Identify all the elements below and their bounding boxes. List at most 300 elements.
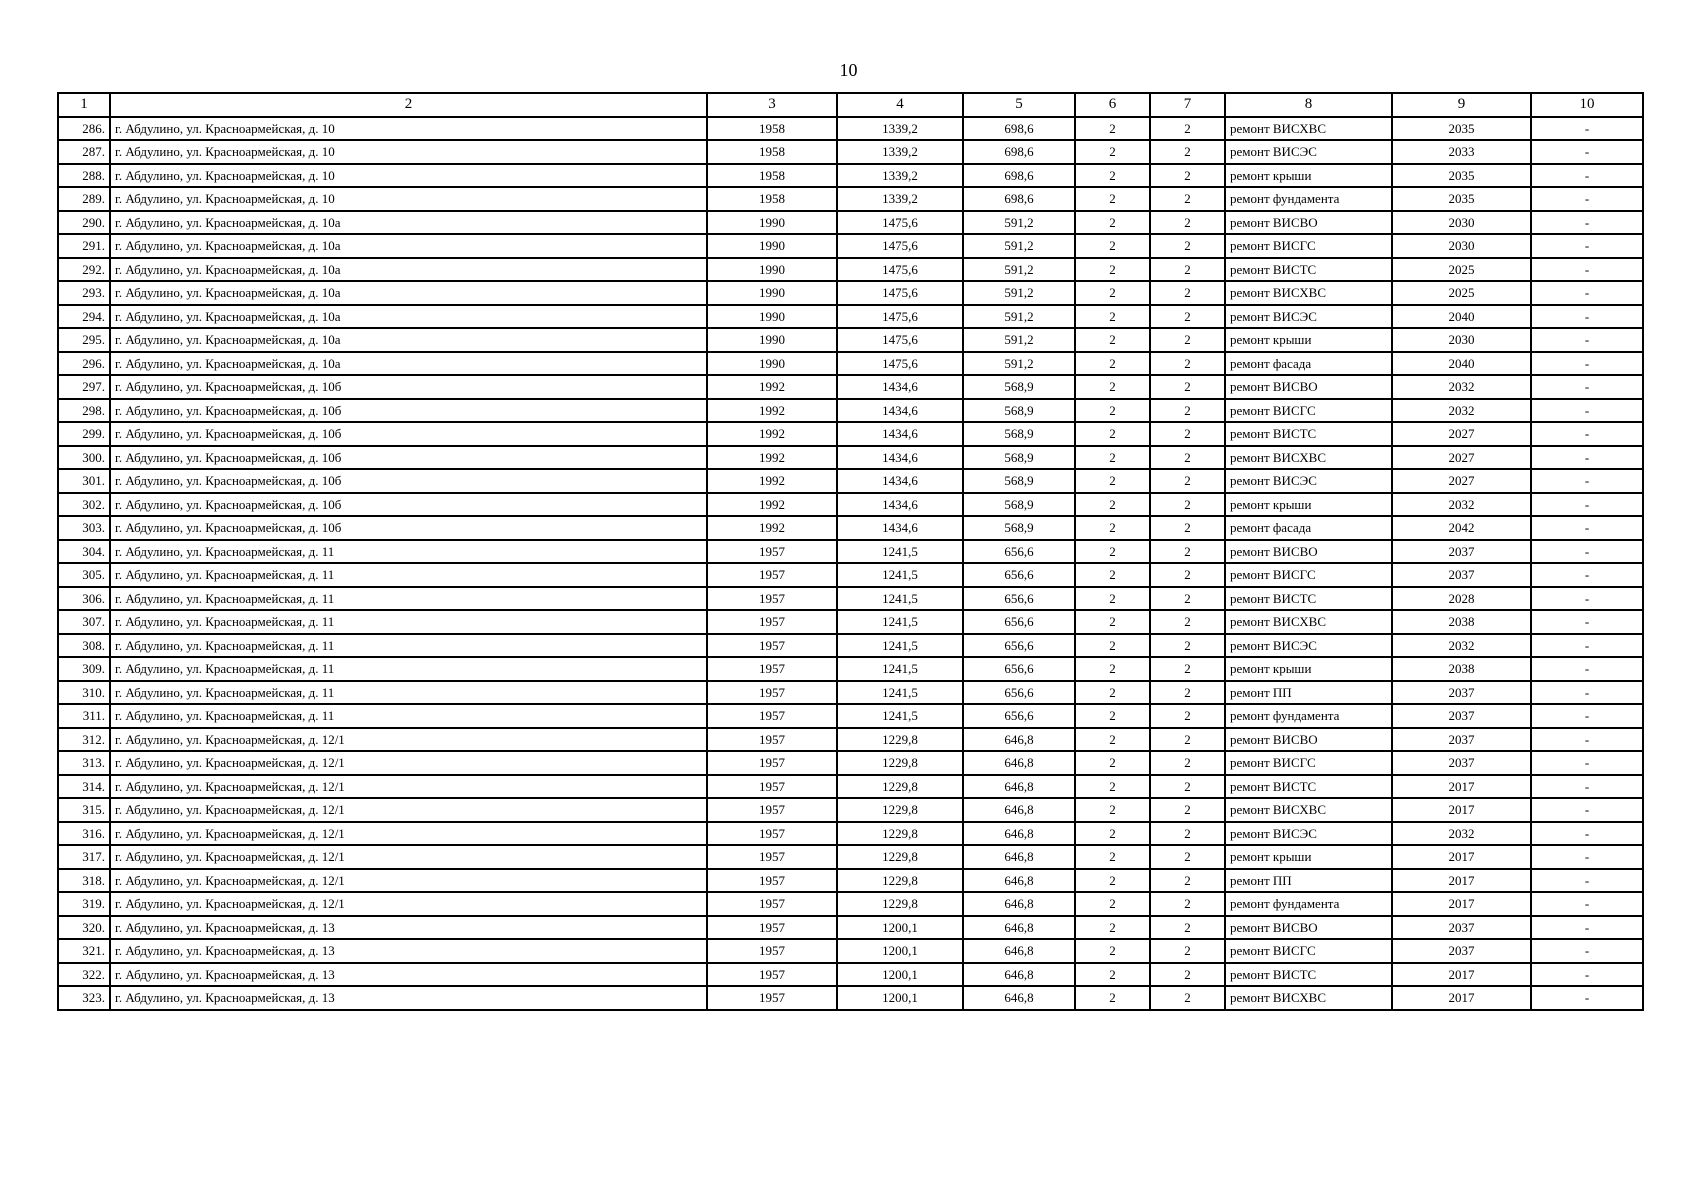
planned-year-cell: 2017 <box>1392 963 1531 987</box>
repair-type-cell: ремонт ВИСГС <box>1225 939 1392 963</box>
table-row <box>58 422 1643 446</box>
address-cell: г. Абдулино, ул. Красноармейская, д. 10а <box>110 305 707 329</box>
floors-cell: 2 <box>1075 516 1150 540</box>
total-area-cell: 1339,2 <box>837 117 963 141</box>
row-number-cell: 305. <box>58 563 110 587</box>
address-cell: г. Абдулино, ул. Красноармейская, д. 10а <box>110 258 707 282</box>
entrances-cell: 2 <box>1150 610 1225 634</box>
year-built-cell: 1990 <box>707 328 837 352</box>
table-row <box>58 516 1643 540</box>
note-cell: - <box>1531 375 1643 399</box>
note-cell: - <box>1531 422 1643 446</box>
address-cell: г. Абдулино, ул. Красноармейская, д. 12/1 <box>110 775 707 799</box>
table-row <box>58 986 1643 1010</box>
entrances-cell: 2 <box>1150 469 1225 493</box>
note-cell: - <box>1531 963 1643 987</box>
floors-cell: 2 <box>1075 704 1150 728</box>
living-area-cell: 656,6 <box>963 610 1075 634</box>
table-row <box>58 117 1643 141</box>
entrances-cell: 2 <box>1150 681 1225 705</box>
table-row <box>58 352 1643 376</box>
year-built-cell: 1958 <box>707 164 837 188</box>
living-area-cell: 646,8 <box>963 892 1075 916</box>
year-built-cell: 1957 <box>707 798 837 822</box>
table-row <box>58 328 1643 352</box>
address-cell: г. Абдулино, ул. Красноармейская, д. 11 <box>110 634 707 658</box>
row-number-cell: 293. <box>58 281 110 305</box>
planned-year-cell: 2042 <box>1392 516 1531 540</box>
year-built-cell: 1957 <box>707 939 837 963</box>
address-cell: г. Абдулино, ул. Красноармейская, д. 10а <box>110 281 707 305</box>
table-row <box>58 822 1643 846</box>
living-area-cell: 591,2 <box>963 328 1075 352</box>
repair-type-cell: ремонт ВИСХВС <box>1225 610 1392 634</box>
entrances-cell: 2 <box>1150 328 1225 352</box>
column-header: 1 <box>58 93 110 117</box>
living-area-cell: 591,2 <box>963 305 1075 329</box>
living-area-cell: 591,2 <box>963 281 1075 305</box>
total-area-cell: 1475,6 <box>837 281 963 305</box>
address-cell: г. Абдулино, ул. Красноармейская, д. 11 <box>110 610 707 634</box>
total-area-cell: 1229,8 <box>837 728 963 752</box>
planned-year-cell: 2032 <box>1392 822 1531 846</box>
note-cell: - <box>1531 610 1643 634</box>
planned-year-cell: 2035 <box>1392 164 1531 188</box>
row-number-cell: 304. <box>58 540 110 564</box>
living-area-cell: 656,6 <box>963 704 1075 728</box>
planned-year-cell: 2037 <box>1392 704 1531 728</box>
total-area-cell: 1241,5 <box>837 587 963 611</box>
table-row <box>58 493 1643 517</box>
row-number-cell: 292. <box>58 258 110 282</box>
entrances-cell: 2 <box>1150 352 1225 376</box>
planned-year-cell: 2028 <box>1392 587 1531 611</box>
floors-cell: 2 <box>1075 305 1150 329</box>
entrances-cell: 2 <box>1150 587 1225 611</box>
address-cell: г. Абдулино, ул. Красноармейская, д. 13 <box>110 939 707 963</box>
column-header: 10 <box>1531 93 1643 117</box>
year-built-cell: 1957 <box>707 657 837 681</box>
living-area-cell: 656,6 <box>963 540 1075 564</box>
row-number-cell: 296. <box>58 352 110 376</box>
year-built-cell: 1957 <box>707 728 837 752</box>
repair-schedule-table <box>57 92 1644 1011</box>
planned-year-cell: 2027 <box>1392 469 1531 493</box>
entrances-cell: 2 <box>1150 916 1225 940</box>
living-area-cell: 656,6 <box>963 657 1075 681</box>
note-cell: - <box>1531 446 1643 470</box>
address-cell: г. Абдулино, ул. Красноармейская, д. 12/1 <box>110 751 707 775</box>
row-number-cell: 294. <box>58 305 110 329</box>
row-number-cell: 287. <box>58 140 110 164</box>
floors-cell: 2 <box>1075 328 1150 352</box>
entrances-cell: 2 <box>1150 422 1225 446</box>
address-cell: г. Абдулино, ул. Красноармейская, д. 10б <box>110 446 707 470</box>
year-built-cell: 1957 <box>707 845 837 869</box>
floors-cell: 2 <box>1075 563 1150 587</box>
address-cell: г. Абдулино, ул. Красноармейская, д. 10б <box>110 422 707 446</box>
table-row <box>58 281 1643 305</box>
table-row <box>58 563 1643 587</box>
living-area-cell: 568,9 <box>963 469 1075 493</box>
planned-year-cell: 2017 <box>1392 775 1531 799</box>
year-built-cell: 1957 <box>707 775 837 799</box>
table-row <box>58 634 1643 658</box>
total-area-cell: 1241,5 <box>837 634 963 658</box>
living-area-cell: 656,6 <box>963 563 1075 587</box>
floors-cell: 2 <box>1075 187 1150 211</box>
year-built-cell: 1957 <box>707 892 837 916</box>
address-cell: г. Абдулино, ул. Красноармейская, д. 10б <box>110 493 707 517</box>
entrances-cell: 2 <box>1150 446 1225 470</box>
floors-cell: 2 <box>1075 681 1150 705</box>
planned-year-cell: 2032 <box>1392 375 1531 399</box>
table-row <box>58 540 1643 564</box>
total-area-cell: 1434,6 <box>837 469 963 493</box>
entrances-cell: 2 <box>1150 939 1225 963</box>
living-area-cell: 656,6 <box>963 681 1075 705</box>
entrances-cell: 2 <box>1150 869 1225 893</box>
year-built-cell: 1958 <box>707 187 837 211</box>
note-cell: - <box>1531 140 1643 164</box>
column-header: 2 <box>110 93 707 117</box>
note-cell: - <box>1531 399 1643 423</box>
total-area-cell: 1241,5 <box>837 681 963 705</box>
repair-type-cell: ремонт ВИСЭС <box>1225 822 1392 846</box>
floors-cell: 2 <box>1075 117 1150 141</box>
floors-cell: 2 <box>1075 281 1150 305</box>
note-cell: - <box>1531 563 1643 587</box>
address-cell: г. Абдулино, ул. Красноармейская, д. 10б <box>110 399 707 423</box>
note-cell: - <box>1531 305 1643 329</box>
floors-cell: 2 <box>1075 657 1150 681</box>
entrances-cell: 2 <box>1150 704 1225 728</box>
note-cell: - <box>1531 869 1643 893</box>
planned-year-cell: 2017 <box>1392 892 1531 916</box>
planned-year-cell: 2037 <box>1392 751 1531 775</box>
note-cell: - <box>1531 822 1643 846</box>
table-row <box>58 446 1643 470</box>
total-area-cell: 1339,2 <box>837 164 963 188</box>
row-number-cell: 323. <box>58 986 110 1010</box>
floors-cell: 2 <box>1075 399 1150 423</box>
address-cell: г. Абдулино, ул. Красноармейская, д. 11 <box>110 563 707 587</box>
floors-cell: 2 <box>1075 211 1150 235</box>
total-area-cell: 1241,5 <box>837 540 963 564</box>
floors-cell: 2 <box>1075 963 1150 987</box>
repair-type-cell: ремонт ВИСГС <box>1225 751 1392 775</box>
note-cell: - <box>1531 164 1643 188</box>
note-cell: - <box>1531 540 1643 564</box>
address-cell: г. Абдулино, ул. Красноармейская, д. 11 <box>110 657 707 681</box>
row-number-cell: 307. <box>58 610 110 634</box>
entrances-cell: 2 <box>1150 187 1225 211</box>
table-header-row <box>58 93 1643 117</box>
repair-type-cell: ремонт ВИСВО <box>1225 375 1392 399</box>
note-cell: - <box>1531 211 1643 235</box>
planned-year-cell: 2032 <box>1392 493 1531 517</box>
year-built-cell: 1990 <box>707 281 837 305</box>
entrances-cell: 2 <box>1150 305 1225 329</box>
planned-year-cell: 2025 <box>1392 258 1531 282</box>
table-row <box>58 164 1643 188</box>
year-built-cell: 1992 <box>707 399 837 423</box>
floors-cell: 2 <box>1075 352 1150 376</box>
note-cell: - <box>1531 751 1643 775</box>
table-row <box>58 305 1643 329</box>
living-area-cell: 591,2 <box>963 352 1075 376</box>
repair-type-cell: ремонт ВИСВО <box>1225 540 1392 564</box>
living-area-cell: 646,8 <box>963 939 1075 963</box>
address-cell: г. Абдулино, ул. Красноармейская, д. 10 <box>110 117 707 141</box>
entrances-cell: 2 <box>1150 657 1225 681</box>
planned-year-cell: 2037 <box>1392 916 1531 940</box>
total-area-cell: 1229,8 <box>837 892 963 916</box>
table-row <box>58 728 1643 752</box>
column-header: 4 <box>837 93 963 117</box>
planned-year-cell: 2030 <box>1392 328 1531 352</box>
total-area-cell: 1241,5 <box>837 610 963 634</box>
floors-cell: 2 <box>1075 375 1150 399</box>
entrances-cell: 2 <box>1150 281 1225 305</box>
row-number-cell: 309. <box>58 657 110 681</box>
note-cell: - <box>1531 986 1643 1010</box>
planned-year-cell: 2017 <box>1392 798 1531 822</box>
year-built-cell: 1957 <box>707 634 837 658</box>
table-row <box>58 775 1643 799</box>
floors-cell: 2 <box>1075 140 1150 164</box>
row-number-cell: 312. <box>58 728 110 752</box>
repair-type-cell: ремонт ВИСЭС <box>1225 305 1392 329</box>
entrances-cell: 2 <box>1150 751 1225 775</box>
row-number-cell: 288. <box>58 164 110 188</box>
repair-type-cell: ремонт ВИСХВС <box>1225 986 1392 1010</box>
living-area-cell: 646,8 <box>963 845 1075 869</box>
total-area-cell: 1434,6 <box>837 493 963 517</box>
total-area-cell: 1475,6 <box>837 234 963 258</box>
address-cell: г. Абдулино, ул. Красноармейская, д. 10а <box>110 211 707 235</box>
row-number-cell: 286. <box>58 117 110 141</box>
address-cell: г. Абдулино, ул. Красноармейская, д. 10б <box>110 469 707 493</box>
column-header: 5 <box>963 93 1075 117</box>
table-row <box>58 963 1643 987</box>
entrances-cell: 2 <box>1150 986 1225 1010</box>
repair-type-cell: ремонт крыши <box>1225 493 1392 517</box>
address-cell: г. Абдулино, ул. Красноармейская, д. 12/1 <box>110 728 707 752</box>
note-cell: - <box>1531 704 1643 728</box>
year-built-cell: 1957 <box>707 916 837 940</box>
entrances-cell: 2 <box>1150 728 1225 752</box>
table-row <box>58 610 1643 634</box>
repair-type-cell: ремонт крыши <box>1225 657 1392 681</box>
repair-type-cell: ремонт ВИСГС <box>1225 563 1392 587</box>
entrances-cell: 2 <box>1150 516 1225 540</box>
planned-year-cell: 2040 <box>1392 305 1531 329</box>
total-area-cell: 1241,5 <box>837 657 963 681</box>
year-built-cell: 1992 <box>707 493 837 517</box>
floors-cell: 2 <box>1075 610 1150 634</box>
floors-cell: 2 <box>1075 892 1150 916</box>
repair-type-cell: ремонт ВИСХВС <box>1225 446 1392 470</box>
year-built-cell: 1957 <box>707 986 837 1010</box>
address-cell: г. Абдулино, ул. Красноармейская, д. 11 <box>110 681 707 705</box>
entrances-cell: 2 <box>1150 892 1225 916</box>
entrances-cell: 2 <box>1150 117 1225 141</box>
repair-type-cell: ремонт ВИСГС <box>1225 399 1392 423</box>
living-area-cell: 646,8 <box>963 751 1075 775</box>
address-cell: г. Абдулино, ул. Красноармейская, д. 11 <box>110 704 707 728</box>
table-row <box>58 211 1643 235</box>
floors-cell: 2 <box>1075 775 1150 799</box>
living-area-cell: 568,9 <box>963 375 1075 399</box>
living-area-cell: 568,9 <box>963 399 1075 423</box>
entrances-cell: 2 <box>1150 234 1225 258</box>
address-cell: г. Абдулино, ул. Красноармейская, д. 10 <box>110 164 707 188</box>
row-number-cell: 319. <box>58 892 110 916</box>
repair-type-cell: ремонт ВИСВО <box>1225 211 1392 235</box>
planned-year-cell: 2030 <box>1392 211 1531 235</box>
repair-type-cell: ремонт ВИСЭС <box>1225 140 1392 164</box>
entrances-cell: 2 <box>1150 375 1225 399</box>
note-cell: - <box>1531 352 1643 376</box>
row-number-cell: 316. <box>58 822 110 846</box>
repair-type-cell: ремонт ВИСХВС <box>1225 798 1392 822</box>
table-row <box>58 798 1643 822</box>
floors-cell: 2 <box>1075 869 1150 893</box>
living-area-cell: 568,9 <box>963 493 1075 517</box>
row-number-cell: 306. <box>58 587 110 611</box>
row-number-cell: 320. <box>58 916 110 940</box>
year-built-cell: 1957 <box>707 681 837 705</box>
floors-cell: 2 <box>1075 845 1150 869</box>
year-built-cell: 1957 <box>707 751 837 775</box>
repair-type-cell: ремонт крыши <box>1225 328 1392 352</box>
repair-type-cell: ремонт фундамента <box>1225 187 1392 211</box>
floors-cell: 2 <box>1075 258 1150 282</box>
living-area-cell: 646,8 <box>963 822 1075 846</box>
living-area-cell: 698,6 <box>963 164 1075 188</box>
row-number-cell: 311. <box>58 704 110 728</box>
table-row <box>58 375 1643 399</box>
table-row <box>58 845 1643 869</box>
entrances-cell: 2 <box>1150 140 1225 164</box>
note-cell: - <box>1531 234 1643 258</box>
note-cell: - <box>1531 493 1643 517</box>
column-header: 3 <box>707 93 837 117</box>
planned-year-cell: 2032 <box>1392 634 1531 658</box>
note-cell: - <box>1531 657 1643 681</box>
living-area-cell: 698,6 <box>963 187 1075 211</box>
total-area-cell: 1339,2 <box>837 187 963 211</box>
repair-type-cell: ремонт ВИСВО <box>1225 916 1392 940</box>
year-built-cell: 1957 <box>707 869 837 893</box>
planned-year-cell: 2035 <box>1392 117 1531 141</box>
row-number-cell: 298. <box>58 399 110 423</box>
year-built-cell: 1958 <box>707 117 837 141</box>
floors-cell: 2 <box>1075 986 1150 1010</box>
total-area-cell: 1229,8 <box>837 798 963 822</box>
living-area-cell: 646,8 <box>963 869 1075 893</box>
planned-year-cell: 2037 <box>1392 681 1531 705</box>
planned-year-cell: 2037 <box>1392 939 1531 963</box>
planned-year-cell: 2033 <box>1392 140 1531 164</box>
floors-cell: 2 <box>1075 164 1150 188</box>
floors-cell: 2 <box>1075 634 1150 658</box>
table-row <box>58 587 1643 611</box>
living-area-cell: 646,8 <box>963 775 1075 799</box>
row-number-cell: 291. <box>58 234 110 258</box>
floors-cell: 2 <box>1075 422 1150 446</box>
table-body <box>58 117 1643 1010</box>
table-row <box>58 704 1643 728</box>
planned-year-cell: 2027 <box>1392 422 1531 446</box>
row-number-cell: 318. <box>58 869 110 893</box>
entrances-cell: 2 <box>1150 540 1225 564</box>
address-cell: г. Абдулино, ул. Красноармейская, д. 12/1 <box>110 798 707 822</box>
planned-year-cell: 2027 <box>1392 446 1531 470</box>
planned-year-cell: 2017 <box>1392 869 1531 893</box>
total-area-cell: 1475,6 <box>837 305 963 329</box>
address-cell: г. Абдулино, ул. Красноармейская, д. 10а <box>110 234 707 258</box>
year-built-cell: 1957 <box>707 540 837 564</box>
total-area-cell: 1475,6 <box>837 352 963 376</box>
entrances-cell: 2 <box>1150 845 1225 869</box>
living-area-cell: 646,8 <box>963 986 1075 1010</box>
row-number-cell: 289. <box>58 187 110 211</box>
note-cell: - <box>1531 939 1643 963</box>
row-number-cell: 321. <box>58 939 110 963</box>
year-built-cell: 1992 <box>707 516 837 540</box>
entrances-cell: 2 <box>1150 563 1225 587</box>
table-row <box>58 187 1643 211</box>
entrances-cell: 2 <box>1150 493 1225 517</box>
repair-type-cell: ремонт фасада <box>1225 352 1392 376</box>
row-number-cell: 300. <box>58 446 110 470</box>
address-cell: г. Абдулино, ул. Красноармейская, д. 10 <box>110 187 707 211</box>
planned-year-cell: 2025 <box>1392 281 1531 305</box>
living-area-cell: 656,6 <box>963 587 1075 611</box>
planned-year-cell: 2038 <box>1392 657 1531 681</box>
table-row <box>58 939 1643 963</box>
floors-cell: 2 <box>1075 234 1150 258</box>
table-row <box>58 469 1643 493</box>
page-number: 10 <box>839 60 858 80</box>
row-number-cell: 290. <box>58 211 110 235</box>
entrances-cell: 2 <box>1150 211 1225 235</box>
column-header: 6 <box>1075 93 1150 117</box>
note-cell: - <box>1531 258 1643 282</box>
living-area-cell: 568,9 <box>963 516 1075 540</box>
total-area-cell: 1475,6 <box>837 211 963 235</box>
year-built-cell: 1958 <box>707 140 837 164</box>
entrances-cell: 2 <box>1150 822 1225 846</box>
address-cell: г. Абдулино, ул. Красноармейская, д. 13 <box>110 963 707 987</box>
total-area-cell: 1229,8 <box>837 751 963 775</box>
total-area-cell: 1229,8 <box>837 775 963 799</box>
planned-year-cell: 2030 <box>1392 234 1531 258</box>
floors-cell: 2 <box>1075 916 1150 940</box>
table-row <box>58 916 1643 940</box>
repair-type-cell: ремонт ВИСВО <box>1225 728 1392 752</box>
total-area-cell: 1229,8 <box>837 869 963 893</box>
row-number-cell: 302. <box>58 493 110 517</box>
note-cell: - <box>1531 328 1643 352</box>
table-row <box>58 140 1643 164</box>
total-area-cell: 1241,5 <box>837 563 963 587</box>
repair-type-cell: ремонт ПП <box>1225 681 1392 705</box>
table-row <box>58 681 1643 705</box>
living-area-cell: 646,8 <box>963 798 1075 822</box>
